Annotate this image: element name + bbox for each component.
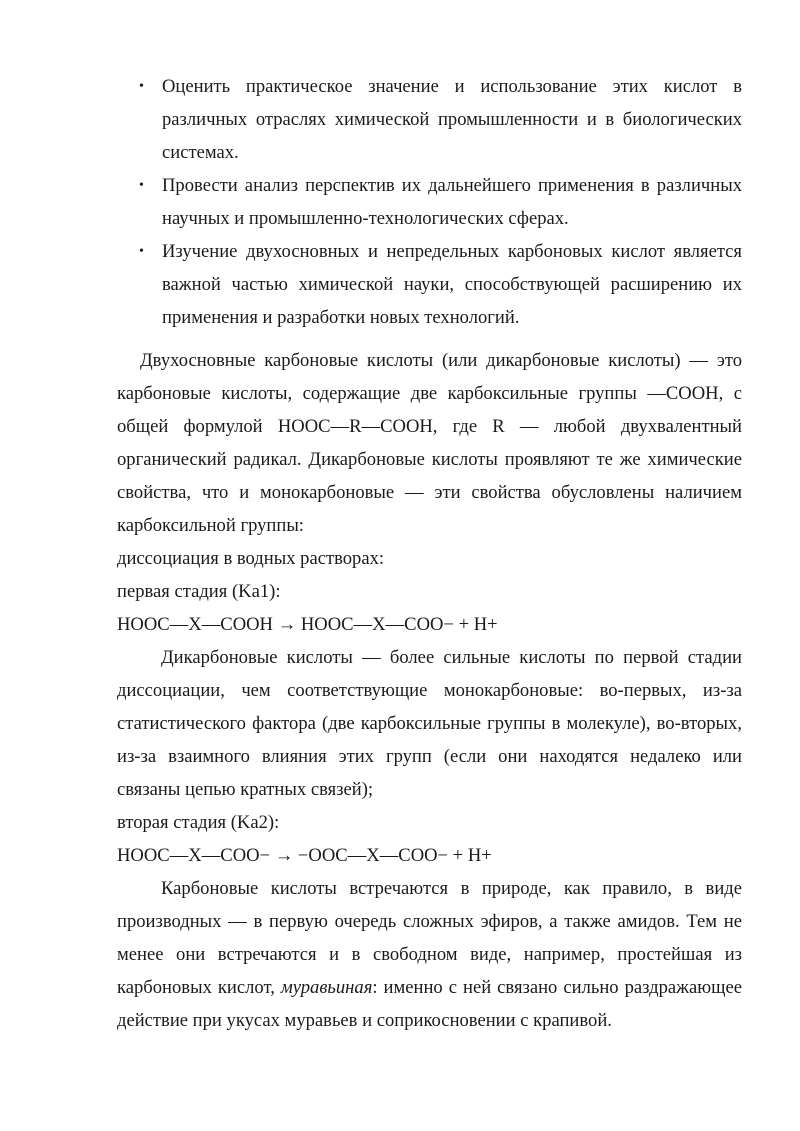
paragraph-text-start: Карбоновые кислоты встречаются в природе, как правило, в виде производных — в первую очередь сложных эфиров, а также амидов. Тем не менее они встречаются и в свободном виде, например, простейшая из карбоновых кислот, [117, 878, 742, 998]
paragraph-natural-occurrence [117, 872, 742, 1037]
line-first-stage: первая стадия (Ka1): [117, 581, 281, 602]
bullet-item [117, 235, 742, 334]
paragraph-dicarboxylic-definition: Двухосновные карбоновые кислоты (или дикарбоновые кислоты) — это карбоновые кислоты, содержащие две карбоксильные группы —COOH, с общей формулой HOOC—R—COOH, где R — любой двухвалентный органический радикал. Дикарбоновые кислоты проявляют те же химические свойства, что и монокарбоновые — эти свойства обусловлены наличием карбоксильной группы: [117, 350, 742, 536]
bullet-item [117, 70, 742, 169]
bullet-icon: • [139, 178, 144, 193]
bullet-text: Провести анализ перспектив их дальнейшего применения в различных научных и промышленно-технологических сферах. [162, 175, 742, 229]
document-page [117, 70, 742, 1037]
bullet-text: Оценить практическое значение и использование этих кислот в различных отраслях химической промышленности и в биологических системах. [162, 76, 742, 163]
bullet-icon: • [139, 244, 144, 259]
formula-second-stage: HOOC—X—COO− → −OOC—X—COO− + H+ [117, 845, 492, 866]
bullet-item [117, 169, 742, 235]
line-dissociation: диссоциация в водных растворах: [117, 548, 385, 569]
bullet-text: Изучение двухосновных и непредельных карбоновых кислот является важной частью химической науки, способствующей расширению их применения и разработки новых технологий. [162, 241, 742, 328]
formic-acid-term: муравьиная [280, 977, 373, 998]
paragraph-text-end: : именно с ней связано сильно раздражающее действие при укусах муравьев и соприкосновении с крапивой. [117, 977, 742, 1031]
formula-first-stage: HOOC—X—COOH → HOOC—X—COO− + H+ [117, 614, 498, 635]
goals-bullet-list [117, 70, 742, 334]
paragraph-acid-strength: Дикарбоновые кислоты — более сильные кислоты по первой стадии диссоциации, чем соответствующие монокарбоновые: во-первых, из-за статистического фактора (две карбоксильные группы в молекуле), во-вторых, из-за взаимного влияния этих групп (если они находятся недалеко или связаны цепью кратных связей); [117, 647, 742, 800]
bullet-icon: • [139, 79, 144, 94]
line-second-stage: вторая стадия (Ka2): [117, 812, 280, 833]
